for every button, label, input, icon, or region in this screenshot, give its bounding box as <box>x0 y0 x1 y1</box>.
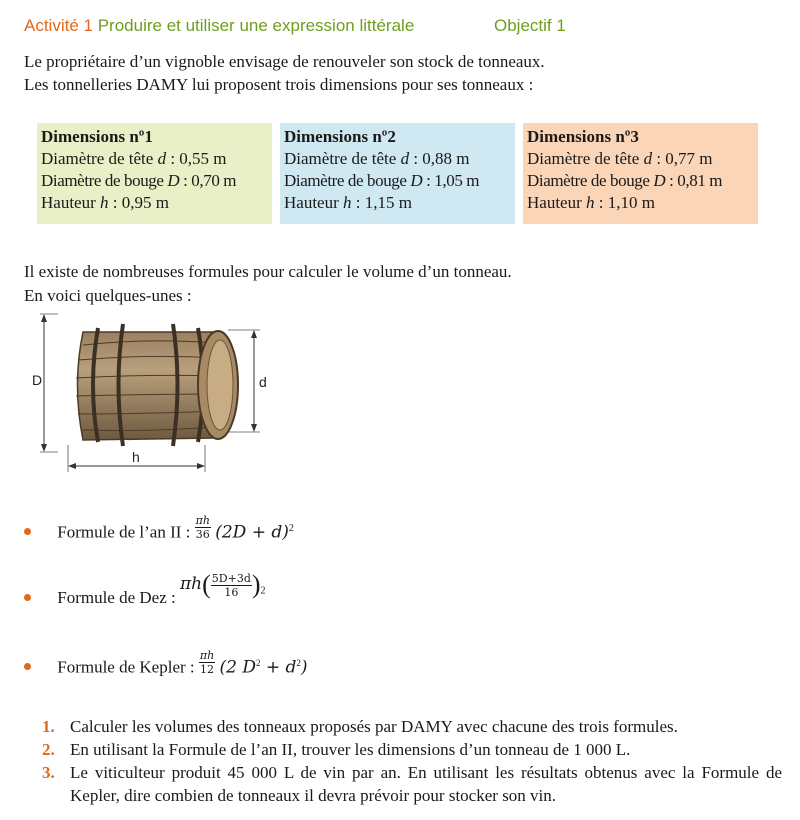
question-number: 2. <box>42 740 55 759</box>
dimensions-box-3 <box>523 123 758 224</box>
bung-diameter-label: Diamètre de bouge <box>284 171 411 190</box>
question-text: Le viticulteur produit 45 000 L de vin par an. En utilisant les résultats obtenus avec la Formule de Kepler, dire combien de tonneaux il devra prévoir pour stocker son vin. <box>70 763 782 805</box>
fraction-denominator: 12 <box>200 663 215 676</box>
bung-diameter-label: Diamètre de bouge <box>41 171 168 190</box>
bung-diameter <box>527 170 754 192</box>
var-h: h <box>343 193 352 212</box>
dimensions-title: Dimensions nº2 <box>284 127 396 146</box>
formula-label: Formule de Kepler : <box>57 657 195 677</box>
activity-number: Activité 1 <box>24 16 93 35</box>
intro-line-2: Les tonnelleries DAMY lui proposent trois dimensions pour ses tonneaux : <box>24 75 534 94</box>
var-D: D <box>653 171 666 190</box>
bung-diameter-label: Diamètre de bouge <box>527 171 654 190</box>
activity-title: Produire et utiliser une expression littérale <box>97 16 415 35</box>
label-h: h <box>132 449 140 465</box>
formula-dez <box>24 570 266 614</box>
formula-an-ii <box>24 514 294 547</box>
height <box>527 192 754 214</box>
activity-header <box>24 16 566 36</box>
height-value: : 1,15 m <box>351 193 412 212</box>
head-diameter <box>527 148 754 170</box>
barrel-illustration <box>28 310 278 475</box>
question-text: Calculer les volumes des tonneaux proposés par DAMY avec chacune des trois formules. <box>70 717 678 736</box>
formula-expression: πh( $\frac{5D+3d}{16}$ )$_2$ <box>180 570 266 599</box>
bung-diameter-value: : 1,05 m <box>422 171 480 190</box>
var-D: D <box>167 171 180 190</box>
bullet-dot <box>24 528 31 535</box>
head-diameter <box>41 148 268 170</box>
formula-exponent: 2 <box>260 585 266 597</box>
formulas-intro-line-2: En voici quelques-unes : <box>24 286 192 305</box>
dimensions-box-2 <box>280 123 515 224</box>
fraction-numerator: πh <box>199 649 215 662</box>
formula-fraction <box>199 649 215 676</box>
formula-coefficient: πh <box>180 573 203 594</box>
question-text: En utilisant la Formule de l’an II, trouver les dimensions d’un tonneau de 1 000 L. <box>70 740 631 759</box>
intro-line-1: Le propriétaire d’un vignoble envisage de renouveler son stock de tonneaux. <box>24 52 545 71</box>
fraction-denominator: 36 <box>195 528 210 541</box>
formula-fraction <box>195 514 211 541</box>
formula-expression-c: ) <box>300 657 308 678</box>
var-d: d <box>400 149 410 168</box>
intro-text <box>24 50 545 96</box>
head-diameter-value: : 0,77 m <box>652 149 713 168</box>
question-number: 1. <box>42 717 55 736</box>
formula-kepler <box>24 649 308 682</box>
objective-label: Objectif 1 <box>494 16 566 35</box>
fraction-denominator: 16 <box>224 585 239 599</box>
fraction-numerator: 5D+3d <box>211 571 251 585</box>
dimensions-box-1 <box>37 123 272 224</box>
var-D: D <box>410 171 423 190</box>
formula-expression-b: + d <box>260 657 297 678</box>
inner-fraction <box>211 572 252 599</box>
height-value: : 1,10 m <box>594 193 655 212</box>
height-label: Hauteur <box>527 193 587 212</box>
bullet-dot <box>24 663 31 670</box>
height <box>284 192 511 214</box>
formula-label: Formule de Dez : <box>57 587 176 607</box>
head-diameter-label: Diamètre de tête <box>284 149 401 168</box>
head-diameter-value: : 0,88 m <box>409 149 470 168</box>
question-1 <box>42 715 782 738</box>
label-d: d <box>259 374 267 390</box>
head-diameter <box>284 148 511 170</box>
formula-exponent: 2 <box>288 522 294 534</box>
head-diameter-label: Diamètre de tête <box>527 149 644 168</box>
height-label: Hauteur <box>41 193 101 212</box>
height-label: Hauteur <box>284 193 344 212</box>
var-h: h <box>100 193 109 212</box>
head-diameter-label: Diamètre de tête <box>41 149 158 168</box>
question-2 <box>42 738 782 761</box>
bung-diameter <box>284 170 511 192</box>
formula-exponent-b: 2 <box>296 657 301 668</box>
height-value: : 0,95 m <box>108 193 169 212</box>
formula-label: Formule de l’an II : <box>57 522 191 542</box>
var-d: d <box>157 149 167 168</box>
head-diameter-value: : 0,55 m <box>166 149 227 168</box>
formulas-intro-line-1: Il existe de nombreuses formules pour calculer le volume d’un tonneau. <box>24 262 512 281</box>
bung-diameter-value: : 0,70 m <box>179 171 237 190</box>
formulas-intro <box>24 260 512 308</box>
fraction-numerator: πh <box>195 514 210 527</box>
question-3 <box>42 761 782 807</box>
bung-diameter-value: : 0,81 m <box>665 171 723 190</box>
height <box>41 192 268 214</box>
dimensions-title: Dimensions nº3 <box>527 127 639 146</box>
formula-exponent-a: 2 <box>255 657 261 668</box>
var-h: h <box>586 193 595 212</box>
bung-diameter <box>41 170 268 192</box>
formula-expression: (2D + d) <box>215 522 289 543</box>
label-D: D <box>32 372 43 388</box>
formula-expression-a: (2 D <box>219 657 256 678</box>
dimensions-title: Dimensions nº1 <box>41 127 153 146</box>
var-d: d <box>643 149 653 168</box>
question-number: 3. <box>42 763 55 782</box>
bullet-dot <box>24 594 31 601</box>
